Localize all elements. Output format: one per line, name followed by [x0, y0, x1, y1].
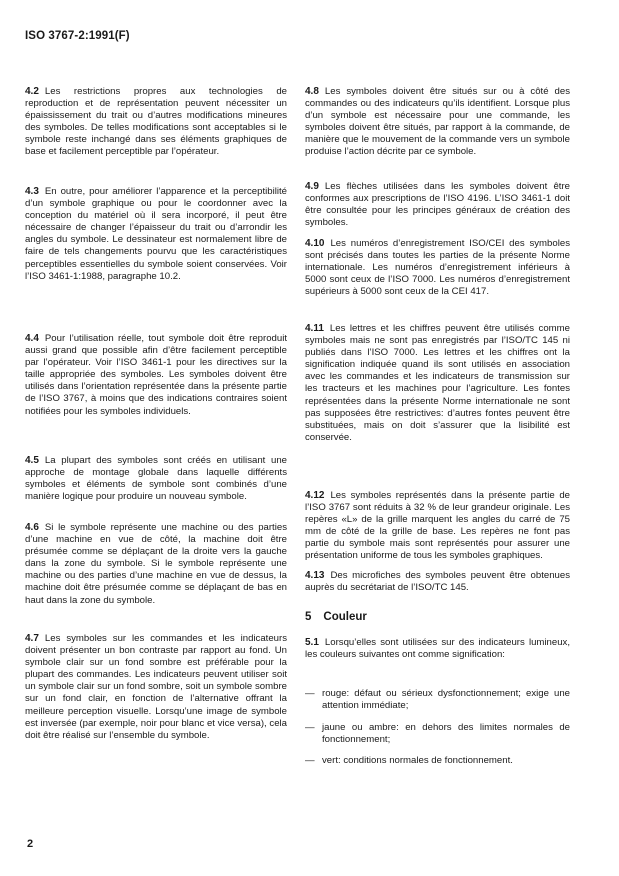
clause-text: Si le symbole représente une machine ou des parties d’une machine en vue de côté, la machine doit être présumée comme se déplaçant de la droite vers la gauche dans la zone du symbole. Si le symbole représente une machine ou des parties d’une machine en vue de dessus, la machine doit être présumée comme se déplaçant de bas en haut dans la zone du symbole.: [25, 522, 287, 606]
clause-text: En outre, pour améliorer l’apparence et la perceptibilité d’un symbole graphique ou pour le coordonner avec la conception du matériel où il sera incorporé, il peut être nécessaire de changer l’épaisseur du trait ou d’arrondir les angles du symbole. Le dessinateur est normalement libre de faire de tels changements pourvu que les caractéristiques perceptibles essentielles du symbole soient conservées. Voir l’ISO 3461-1:1988, paragraphe 10.2.: [25, 186, 287, 282]
clause-text: Des microfiches des symboles peuvent être obtenues auprès du secrétariat de l’ISO/TC 145.: [305, 570, 570, 594]
clause-4-11: [305, 323, 570, 444]
clause-text: Les lettres et les chiffres peuvent être utilisés comme symboles mais ne sont pas enregistrés par l’ISO/TC 145 ni publiés dans l’ISO 7000. Les lettres et les chiffres ont la signification indiquée quand ils sont utilisés en association avec les commandes et les indicateurs de transmission sur les tracteurs et les machines pour l’agriculture. Les fontes représentées dans la présente Norme internationale ne sont pas supposées être restrictives: d’autres fontes peuvent être substituées, mais on doit s’assurer que la lisibilité est conservée.: [305, 323, 570, 443]
list-item-text: jaune ou ambre: en dehors des limites normales de fonctionnement;: [322, 722, 570, 746]
page-number: 2: [27, 838, 34, 850]
clause-4-5: [25, 455, 287, 503]
clause-number: 4.5: [25, 455, 39, 466]
clause-number: 4.8: [305, 86, 319, 97]
clause-text: Lorsqu’elles sont utilisées sur des indicateurs lumineux, les couleurs suivantes ont comme signification:: [305, 637, 570, 661]
list-item-text: rouge: défaut ou sérieux dysfonctionnement; exige une attention immédiate;: [322, 688, 570, 712]
color-list-item-red: [305, 688, 570, 712]
clause-4-3: [25, 186, 287, 283]
clause-4-10: [305, 238, 570, 298]
clause-text: La plupart des symboles sont créés en utilisant une approche de montage globale dans laquelle différents symboles et éléments de symbole sont combinés d’une manière logique pour produire un nouveau symbole.: [25, 455, 287, 503]
clause-text: Les symboles représentés dans la présente partie de l’ISO 3767 sont réduits à 32 % de leur grandeur originale. Les repères «L» de la grille marquent les angles du carré de 75 mm de côté de la grille de base. Les repères ne font pas partie du symbole mais sont représentés pour assurer une présentation uniforme de tous les symboles graphiques.: [305, 490, 570, 562]
clause-number: 4.6: [25, 522, 39, 533]
section-title: Couleur: [323, 611, 367, 623]
color-list-item-amber: [305, 722, 570, 746]
clause-4-12: [305, 490, 570, 563]
dash-bullet: —: [305, 722, 315, 733]
clause-number: 4.13: [305, 570, 325, 581]
clause-text: Les flèches utilisées dans les symboles doivent être conformes aux prescriptions de l’ISO 4196. L’ISO 3461-1 doit être consultée pour les principes généraux de création des symboles.: [305, 181, 570, 229]
clause-text: Les symboles sur les commandes et les indicateurs doivent présenter un bon contraste par rapport au fond. Un symbole clair sur un fond sombre est préférable pour la plupart des commandes. Les indicateurs peuvent utiliser soit un symbole clair sur un fond sombre, soit un symbole sombre sur un fond clair, en fonction de l’alternative offrant la meilleure perception visuelle. Lorsqu’une image de symbole est inversée (par exemple, noir pour blanc et vice versa), cela doit être réalisé sur l’ensemble du symbole.: [25, 633, 287, 741]
clause-number: 4.7: [25, 633, 39, 644]
clause-number: 4.11: [305, 323, 324, 334]
clause-text: Les symboles doivent être situés sur ou à côté des commandes ou des indicateurs qu’ils identifient. Lorsque plus d’un symbole est nécessaire pour une commande, les symboles doivent être situés, par rapport à la commande, de manière que le mouvement de la commande vers un symbole produise l’action décrite par ce symbole.: [305, 86, 570, 158]
clause-text: Pour l’utilisation réelle, tout symbole doit être reproduit aussi grand que possible afin d’être facilement perceptible par l’opérateur. Voir l’ISO 3461-1 pour les directives sur la taille appropriée des symboles. Les symboles doivent être utilisés dans l’orientation représentée dans la présente partie de l’ISO 3767, à moins que des indications contraires soient notifiées pour les symboles individuels.: [25, 333, 287, 417]
section-5-heading: [305, 611, 367, 623]
clause-text: Les numéros d’enregistrement ISO/CEI des symboles sont précisés dans toutes les parties de la présente Norme internationale. Les numéros d’enregistrement inférieurs à 5000 sont ceux de l’ISO 7000. Les numéros d’enregistrement supérieurs à 5000 sont ceux de la CEI 417.: [305, 238, 570, 298]
clause-number: 4.2: [25, 86, 39, 97]
dash-bullet: —: [305, 688, 315, 699]
clause-number: 4.9: [305, 181, 319, 192]
clause-number: 4.4: [25, 333, 39, 344]
list-item-text: vert: conditions normales de fonctionnement.: [322, 755, 513, 766]
clause-4-4: [25, 333, 287, 418]
clause-5-1: [305, 637, 570, 661]
clause-4-6: [25, 522, 287, 607]
dash-bullet: —: [305, 755, 315, 766]
document-id-header: ISO 3767-2:1991(F): [25, 30, 130, 42]
color-list-item-green: [305, 755, 570, 767]
clause-number: 4.10: [305, 238, 325, 249]
clause-4-9: [305, 181, 570, 229]
clause-number: 4.3: [25, 186, 39, 197]
clause-4-13: [305, 570, 570, 594]
clause-text: Les restrictions propres aux technologies de reproduction et de représentation peuvent nécessiter un épaississement du trait ou d’autres modifications mineures des symboles. De telles modifications sont acceptables si le symbole reste inchangé dans ses éléments graphiques de base et facilement perceptible par l’opérateur.: [25, 86, 287, 158]
clause-4-2: [25, 86, 287, 159]
clause-4-7: [25, 633, 287, 742]
clause-number: 5.1: [305, 637, 319, 648]
clause-4-8: [305, 86, 570, 159]
section-number: 5: [305, 611, 312, 623]
clause-number: 4.12: [305, 490, 325, 501]
